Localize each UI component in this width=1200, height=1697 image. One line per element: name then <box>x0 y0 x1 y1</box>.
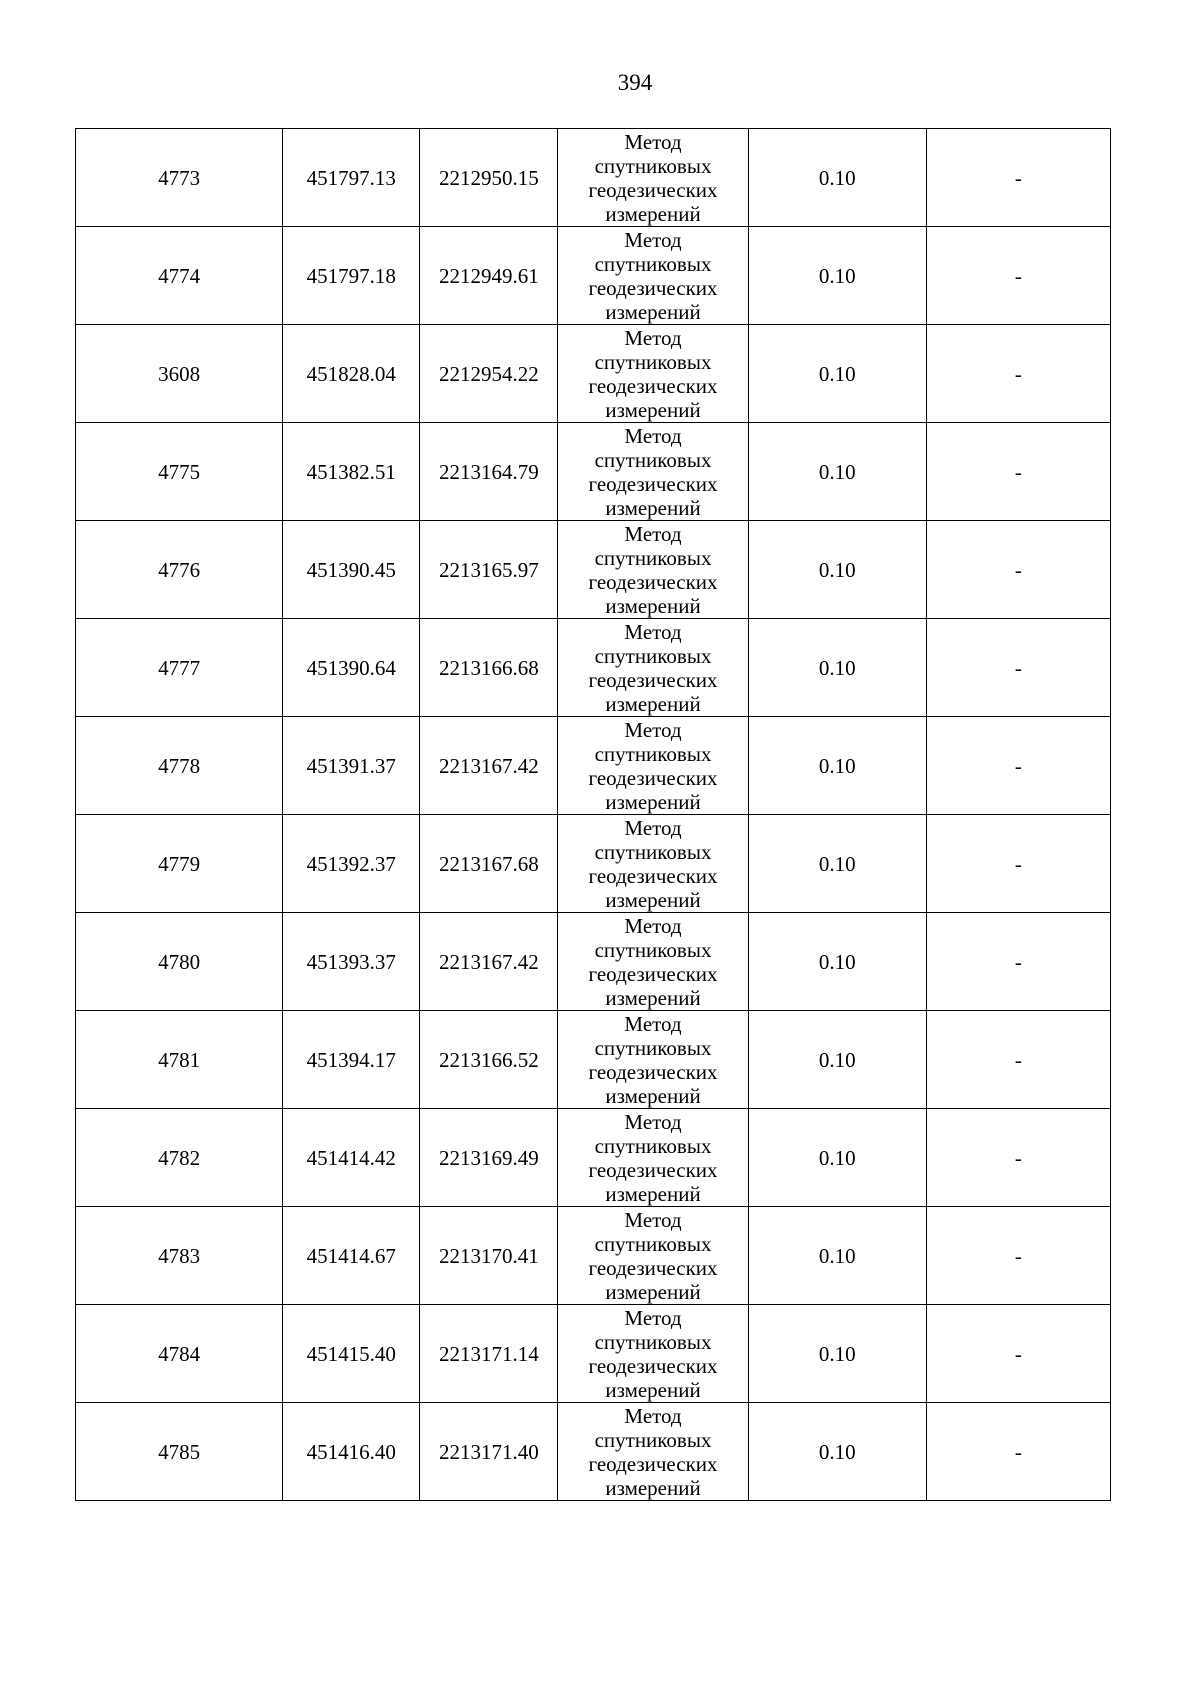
method-line: измерений <box>605 1083 701 1108</box>
method-line: Метод <box>624 1305 682 1330</box>
x-coordinate-cell: 451391.37 <box>283 717 420 815</box>
x-coordinate-cell: 451414.67 <box>283 1207 420 1305</box>
table-row <box>76 227 1111 325</box>
method-line: геодезических <box>588 961 718 986</box>
accuracy-cell: 0.10 <box>748 1011 926 1109</box>
table-row <box>76 521 1111 619</box>
x-coordinate-cell: 451390.64 <box>283 619 420 717</box>
note-cell: - <box>926 521 1110 619</box>
method-line: спутниковых <box>594 937 712 962</box>
method-cell <box>558 717 748 815</box>
method-line: измерений <box>605 299 701 324</box>
table-row <box>76 1109 1111 1207</box>
table-row <box>76 1011 1111 1109</box>
method-line: измерений <box>605 1377 701 1402</box>
y-coordinate-cell: 2212949.61 <box>420 227 558 325</box>
method-line: спутниковых <box>594 1231 712 1256</box>
method-line: Метод <box>624 129 682 154</box>
x-coordinate-cell: 451828.04 <box>283 325 420 423</box>
method-line: Метод <box>624 1207 682 1232</box>
method-cell <box>558 815 748 913</box>
x-coordinate-cell: 451390.45 <box>283 521 420 619</box>
accuracy-cell: 0.10 <box>748 1305 926 1403</box>
method-line: спутниковых <box>594 545 712 570</box>
method-cell <box>558 1403 748 1501</box>
y-coordinate-cell: 2213170.41 <box>420 1207 558 1305</box>
method-line: геодезических <box>588 863 718 888</box>
method-line: Метод <box>624 1403 682 1428</box>
note-cell: - <box>926 717 1110 815</box>
method-line: геодезических <box>588 373 718 398</box>
point-number-cell: 4784 <box>76 1305 283 1403</box>
method-line: спутниковых <box>594 349 712 374</box>
y-coordinate-cell: 2213166.68 <box>420 619 558 717</box>
x-coordinate-cell: 451382.51 <box>283 423 420 521</box>
table-row <box>76 1305 1111 1403</box>
method-line: геодезических <box>588 177 718 202</box>
method-cell <box>558 423 748 521</box>
accuracy-cell: 0.10 <box>748 129 926 227</box>
table-body <box>76 129 1111 1501</box>
method-line: Метод <box>624 1109 682 1134</box>
point-number-cell: 4774 <box>76 227 283 325</box>
method-line: Метод <box>624 423 682 448</box>
point-number-cell: 4785 <box>76 1403 283 1501</box>
method-cell <box>558 325 748 423</box>
y-coordinate-cell: 2213169.49 <box>420 1109 558 1207</box>
note-cell: - <box>926 129 1110 227</box>
method-line: спутниковых <box>594 1035 712 1060</box>
method-line: геодезических <box>588 1059 718 1084</box>
method-line: спутниковых <box>594 839 712 864</box>
method-line: измерений <box>605 201 701 226</box>
method-line: измерений <box>605 1181 701 1206</box>
accuracy-cell: 0.10 <box>748 521 926 619</box>
point-number-cell: 4777 <box>76 619 283 717</box>
method-line: измерений <box>605 985 701 1010</box>
method-line: геодезических <box>588 1255 718 1280</box>
page-number: 394 <box>617 70 653 95</box>
point-number-cell: 4780 <box>76 913 283 1011</box>
method-line: геодезических <box>588 1451 718 1476</box>
accuracy-cell: 0.10 <box>748 1403 926 1501</box>
method-line: спутниковых <box>594 447 712 472</box>
x-coordinate-cell: 451394.17 <box>283 1011 420 1109</box>
method-line: Метод <box>624 325 682 350</box>
method-line: измерений <box>605 691 701 716</box>
point-number-cell: 4773 <box>76 129 283 227</box>
accuracy-cell: 0.10 <box>748 717 926 815</box>
method-line: измерений <box>605 593 701 618</box>
x-coordinate-cell: 451393.37 <box>283 913 420 1011</box>
method-cell <box>558 1011 748 1109</box>
method-cell <box>558 1207 748 1305</box>
point-number-cell: 4775 <box>76 423 283 521</box>
note-cell: - <box>926 815 1110 913</box>
method-line: геодезических <box>588 667 718 692</box>
method-line: измерений <box>605 1279 701 1304</box>
point-number-cell: 4776 <box>76 521 283 619</box>
y-coordinate-cell: 2213164.79 <box>420 423 558 521</box>
method-cell <box>558 1305 748 1403</box>
note-cell: - <box>926 1403 1110 1501</box>
table-row <box>76 717 1111 815</box>
method-line: спутниковых <box>594 153 712 178</box>
accuracy-cell: 0.10 <box>748 815 926 913</box>
method-line: геодезических <box>588 471 718 496</box>
table-row <box>76 913 1111 1011</box>
y-coordinate-cell: 2213166.52 <box>420 1011 558 1109</box>
x-coordinate-cell: 451797.13 <box>283 129 420 227</box>
table-row <box>76 815 1111 913</box>
method-line: измерений <box>605 1475 701 1500</box>
method-line: геодезических <box>588 275 718 300</box>
y-coordinate-cell: 2212950.15 <box>420 129 558 227</box>
accuracy-cell: 0.10 <box>748 423 926 521</box>
y-coordinate-cell: 2213171.40 <box>420 1403 558 1501</box>
note-cell: - <box>926 325 1110 423</box>
note-cell: - <box>926 423 1110 521</box>
method-line: измерений <box>605 887 701 912</box>
method-line: спутниковых <box>594 643 712 668</box>
y-coordinate-cell: 2213165.97 <box>420 521 558 619</box>
x-coordinate-cell: 451797.18 <box>283 227 420 325</box>
table-row <box>76 325 1111 423</box>
x-coordinate-cell: 451414.42 <box>283 1109 420 1207</box>
method-cell <box>558 1109 748 1207</box>
y-coordinate-cell: 2213171.14 <box>420 1305 558 1403</box>
y-coordinate-cell: 2213167.42 <box>420 717 558 815</box>
method-line: Метод <box>624 1011 682 1036</box>
method-line: геодезических <box>588 765 718 790</box>
accuracy-cell: 0.10 <box>748 1207 926 1305</box>
y-coordinate-cell: 2213167.42 <box>420 913 558 1011</box>
table-row <box>76 1403 1111 1501</box>
note-cell: - <box>926 1011 1110 1109</box>
accuracy-cell: 0.10 <box>748 913 926 1011</box>
method-line: Метод <box>624 619 682 644</box>
method-line: спутниковых <box>594 1133 712 1158</box>
method-cell <box>558 129 748 227</box>
method-line: Метод <box>624 815 682 840</box>
table-row <box>76 129 1111 227</box>
note-cell: - <box>926 1305 1110 1403</box>
method-line: Метод <box>624 913 682 938</box>
note-cell: - <box>926 227 1110 325</box>
accuracy-cell: 0.10 <box>748 1109 926 1207</box>
note-cell: - <box>926 1207 1110 1305</box>
table-row <box>76 619 1111 717</box>
method-line: геодезических <box>588 1353 718 1378</box>
method-line: измерений <box>605 397 701 422</box>
method-cell <box>558 619 748 717</box>
x-coordinate-cell: 451415.40 <box>283 1305 420 1403</box>
coordinates-table <box>75 128 1111 1501</box>
accuracy-cell: 0.10 <box>748 325 926 423</box>
x-coordinate-cell: 451392.37 <box>283 815 420 913</box>
note-cell: - <box>926 913 1110 1011</box>
point-number-cell: 4779 <box>76 815 283 913</box>
method-cell <box>558 913 748 1011</box>
point-number-cell: 4782 <box>76 1109 283 1207</box>
method-line: спутниковых <box>594 251 712 276</box>
point-number-cell: 4781 <box>76 1011 283 1109</box>
y-coordinate-cell: 2213167.68 <box>420 815 558 913</box>
method-cell <box>558 521 748 619</box>
table-row <box>76 1207 1111 1305</box>
note-cell: - <box>926 619 1110 717</box>
method-cell <box>558 227 748 325</box>
method-line: измерений <box>605 495 701 520</box>
method-line: геодезических <box>588 1157 718 1182</box>
method-line: измерений <box>605 789 701 814</box>
x-coordinate-cell: 451416.40 <box>283 1403 420 1501</box>
method-line: геодезических <box>588 569 718 594</box>
method-line: спутниковых <box>594 741 712 766</box>
y-coordinate-cell: 2212954.22 <box>420 325 558 423</box>
accuracy-cell: 0.10 <box>748 227 926 325</box>
note-cell: - <box>926 1109 1110 1207</box>
method-line: спутниковых <box>594 1427 712 1452</box>
method-line: спутниковых <box>594 1329 712 1354</box>
point-number-cell: 3608 <box>76 325 283 423</box>
accuracy-cell: 0.10 <box>748 619 926 717</box>
point-number-cell: 4778 <box>76 717 283 815</box>
point-number-cell: 4783 <box>76 1207 283 1305</box>
method-line: Метод <box>624 521 682 546</box>
method-line: Метод <box>624 227 682 252</box>
method-line: Метод <box>624 717 682 742</box>
table-row <box>76 423 1111 521</box>
